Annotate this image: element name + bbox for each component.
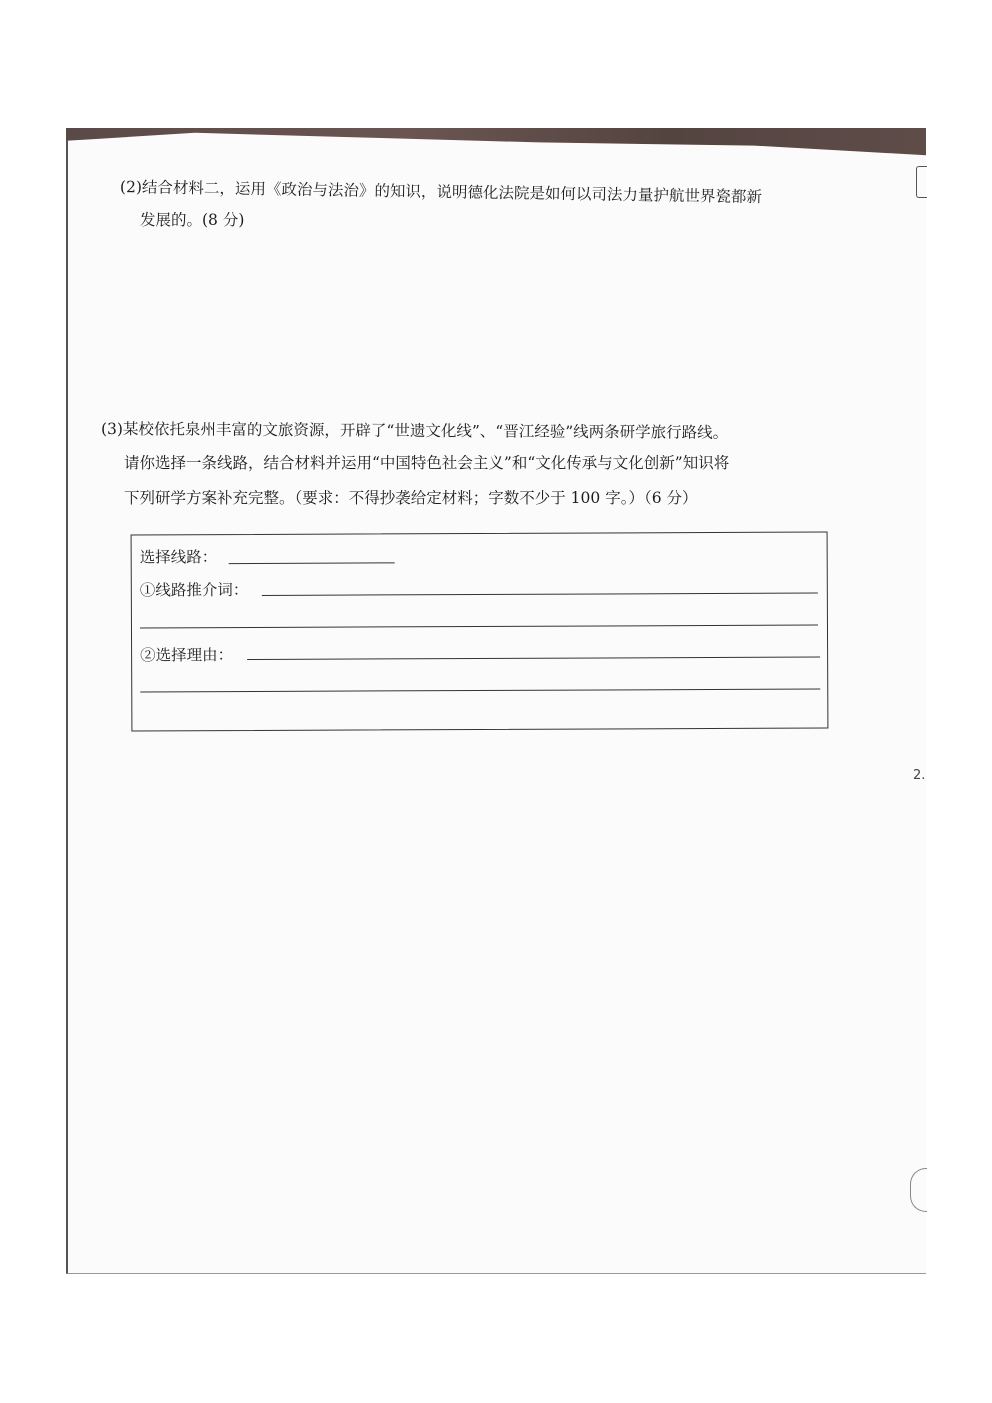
reason-label: ②选择理由： <box>140 646 234 665</box>
question-2-line-2: 发展的。(8 分) <box>140 211 245 229</box>
question-3-line-3: 下列研学方案补充完整。（要求：不得抄袭给定材料；字数不少于 100 字。）（6 分） <box>124 489 698 507</box>
page-edge-marker: 2. <box>913 768 926 783</box>
route-answer-line[interactable] <box>229 562 395 564</box>
route-label: 选择线路： <box>139 548 218 567</box>
reason-answer-line-2[interactable] <box>140 689 820 693</box>
question-3-line-1: (3)某校依托泉州丰富的文旅资源，开辟了“世遗文化线”、“晋江经验”线两条研学旅行路线。 <box>100 420 729 442</box>
binding-mark-top <box>916 166 927 198</box>
question-2-line-1: (2)结合材料二，运用《政治与法治》的知识，说明德化法院是如何以司法力量护航世界瓷都新 <box>119 178 763 207</box>
study-plan-answer-box <box>131 531 829 731</box>
intro-answer-line-2[interactable] <box>140 625 818 629</box>
question-3-line-2: 请你选择一条线路，结合材料并运用“中国特色社会主义”和“文化传承与文化创新”知识将 <box>124 454 730 472</box>
intro-answer-line-1[interactable] <box>262 593 818 596</box>
binding-mark-bottom <box>910 1168 927 1212</box>
reason-answer-line-1[interactable] <box>247 657 820 661</box>
intro-label: ①线路推介词： <box>139 581 249 600</box>
